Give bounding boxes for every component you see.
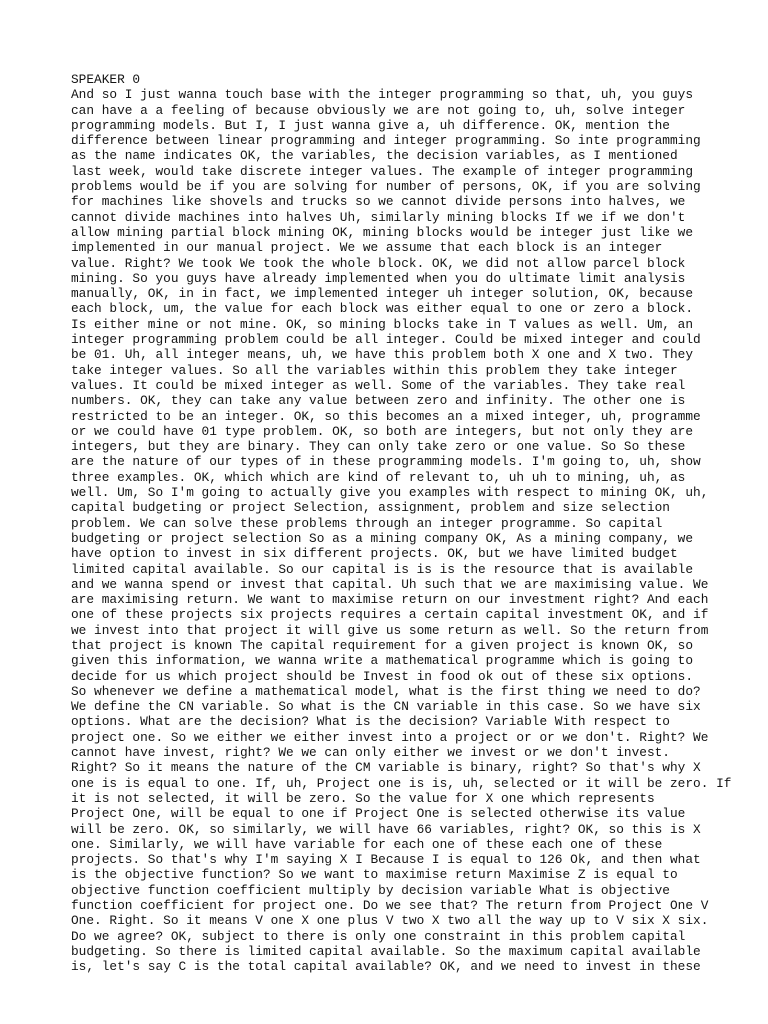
transcript-line: value. Right? We took We took the whole block. OK, we did not allow parcel block [71, 255, 686, 271]
transcript-line: numbers. OK, they can take any value between zero and infinity. The other one is [71, 393, 686, 409]
transcript-line: budgeting. So there is limited capital available. So the maximum capital available [71, 943, 701, 959]
transcript-line: is the objective function? So we want to maximise return Maximise Z is equal to [71, 867, 678, 883]
transcript-line: One. Right. So it means V one X one plus V two X two all the way up to V six X six. [71, 913, 709, 929]
transcript-line: well. Um, So I'm going to actually give you examples with respect to mining OK, uh, [71, 485, 709, 501]
transcript-line: problem. We can solve these problems through an integer programme. So capital [71, 515, 663, 531]
transcript-line: and we wanna spend or invest that capital. Uh such that we are maximising value. We [71, 576, 709, 592]
transcript-line: that project is known The capital requirement for a given project is known OK, so [71, 637, 694, 653]
transcript-line: objective function coefficient multiply by decision variable What is objective [71, 882, 670, 898]
transcript-line: take integer values. So all the variables within this problem they take integer [71, 362, 678, 378]
transcript-page [71, 72, 732, 975]
transcript-line: for machines like shovels and trucks so we cannot divide persons into halves, we [71, 194, 686, 210]
transcript-line: are the nature of our types of in these programming models. I'm going to, uh, show [71, 454, 701, 470]
transcript-line: it is not selected, it will be zero. So the value for X one which represents [71, 790, 655, 806]
speaker-label: SPEAKER 0 [71, 72, 141, 87]
transcript-line: problems would be if you are solving for number of persons, OK, if you are solving [71, 179, 701, 195]
transcript-line: one. Similarly, we will have variable for each one of these each one of these [71, 836, 663, 852]
transcript-line: integer programming problem could be all integer. Could be mixed integer and could [71, 332, 701, 348]
transcript-line: mining. So you guys have already implemented when you do ultimate limit analysis [71, 270, 686, 286]
transcript-line: or we could have 01 type problem. OK, so both are integers, but not only they are [71, 423, 694, 439]
transcript-line: three examples. OK, which which are kind of relevant to, uh uh to mining, uh, as [71, 469, 686, 485]
transcript-line: have option to invest in six different projects. OK, but we have limited budget [71, 546, 678, 562]
transcript-line: And so I just wanna touch base with the integer programming so that, uh, you guys [71, 87, 694, 103]
transcript-line: manually, OK, in in fact, we implemented integer uh integer solution, OK, because [71, 286, 694, 302]
transcript-line: allow mining partial block mining OK, mining blocks would be integer just like we [71, 224, 694, 240]
transcript-line: function coefficient for project one. Do we see that? The return from Project One V [71, 898, 709, 914]
transcript-line: We define the CN variable. So what is the CN variable in this case. So we have six [71, 699, 701, 715]
transcript-line: capital budgeting or project Selection, assignment, problem and size selection [71, 500, 670, 516]
transcript-line: Right? So it means the nature of the CM variable is binary, right? So that's why X [71, 760, 701, 776]
transcript-line: limited capital available. So our capital is is is the resource that is available [71, 561, 694, 577]
transcript-line: restricted to be an integer. OK, so this becomes an a mixed integer, uh, programme [71, 408, 701, 424]
transcript-line: cannot have invest, right? We we can only either we invest or we don't invest. [71, 745, 670, 761]
transcript-line: budgeting or project selection So as a mining company OK, As a mining company, we [71, 530, 694, 546]
transcript-line: last week, would take discrete integer values. The example of integer programming [71, 163, 694, 179]
transcript-line: given this information, we wanna write a mathematical programme which is going to [71, 653, 694, 669]
transcript-line: each block, um, the value for each block was either equal to one or zero a block. [71, 301, 694, 317]
transcript-line: one of these projects six projects requires a certain capital investment OK, and if [71, 607, 709, 623]
transcript-body [71, 87, 732, 975]
transcript-line: cannot divide machines into halves Uh, similarly mining blocks If we if we don't [71, 209, 686, 225]
transcript-line: are maximising return. We want to maximise return on our investment right? And each [71, 592, 709, 608]
transcript-line: options. What are the decision? What is the decision? Variable With respect to [71, 714, 670, 730]
transcript-line: decide for us which project should be Invest in food ok out of these six options. [71, 668, 694, 684]
transcript-line: integers, but they are binary. They can only take zero or one value. So So these [71, 439, 686, 455]
transcript-line: one is is equal to one. If, uh, Project one is is, uh, selected or it will be zero. If [71, 775, 732, 791]
transcript-line: Project One, will be equal to one if Project One is selected otherwise its value [71, 806, 686, 822]
transcript-line: difference between linear programming and integer programming. So inte programming [71, 133, 701, 149]
transcript-line: will be zero. OK, so similarly, we will have 66 variables, right? OK, so this is X [71, 821, 701, 837]
transcript-line: can have a a feeling of because obviously we are not going to, uh, solve integer [71, 102, 686, 118]
transcript-line: Is either mine or not mine. OK, so mining blocks take in T values as well. Um, an [71, 316, 694, 332]
transcript-line: Do we agree? OK, subject to there is only one constraint in this problem capital [71, 928, 686, 944]
transcript-line: So whenever we define a mathematical model, what is the first thing we need to do? [71, 683, 701, 699]
transcript-line: we invest into that project it will give us some return as well. So the return from [71, 622, 709, 638]
transcript-line: implemented in our manual project. We we assume that each block is an integer [71, 240, 663, 256]
transcript-line: be 01. Uh, all integer means, uh, we have this problem both X one and X two. They [71, 347, 694, 363]
transcript-line: programming models. But I, I just wanna give a, uh difference. OK, mention the [71, 117, 670, 133]
transcript-line: project one. So we either we either invest into a project or or we don't. Right? We [71, 729, 709, 745]
transcript-line: projects. So that's why I'm saying X I Because I is equal to 126 Ok, and then what [71, 852, 701, 868]
transcript-line: values. It could be mixed integer as well. Some of the variables. They take real [71, 377, 686, 393]
transcript-line: as the name indicates OK, the variables, the decision variables, as I mentioned [71, 148, 678, 164]
transcript-line: is, let's say C is the total capital available? OK, and we need to invest in these [71, 959, 701, 975]
